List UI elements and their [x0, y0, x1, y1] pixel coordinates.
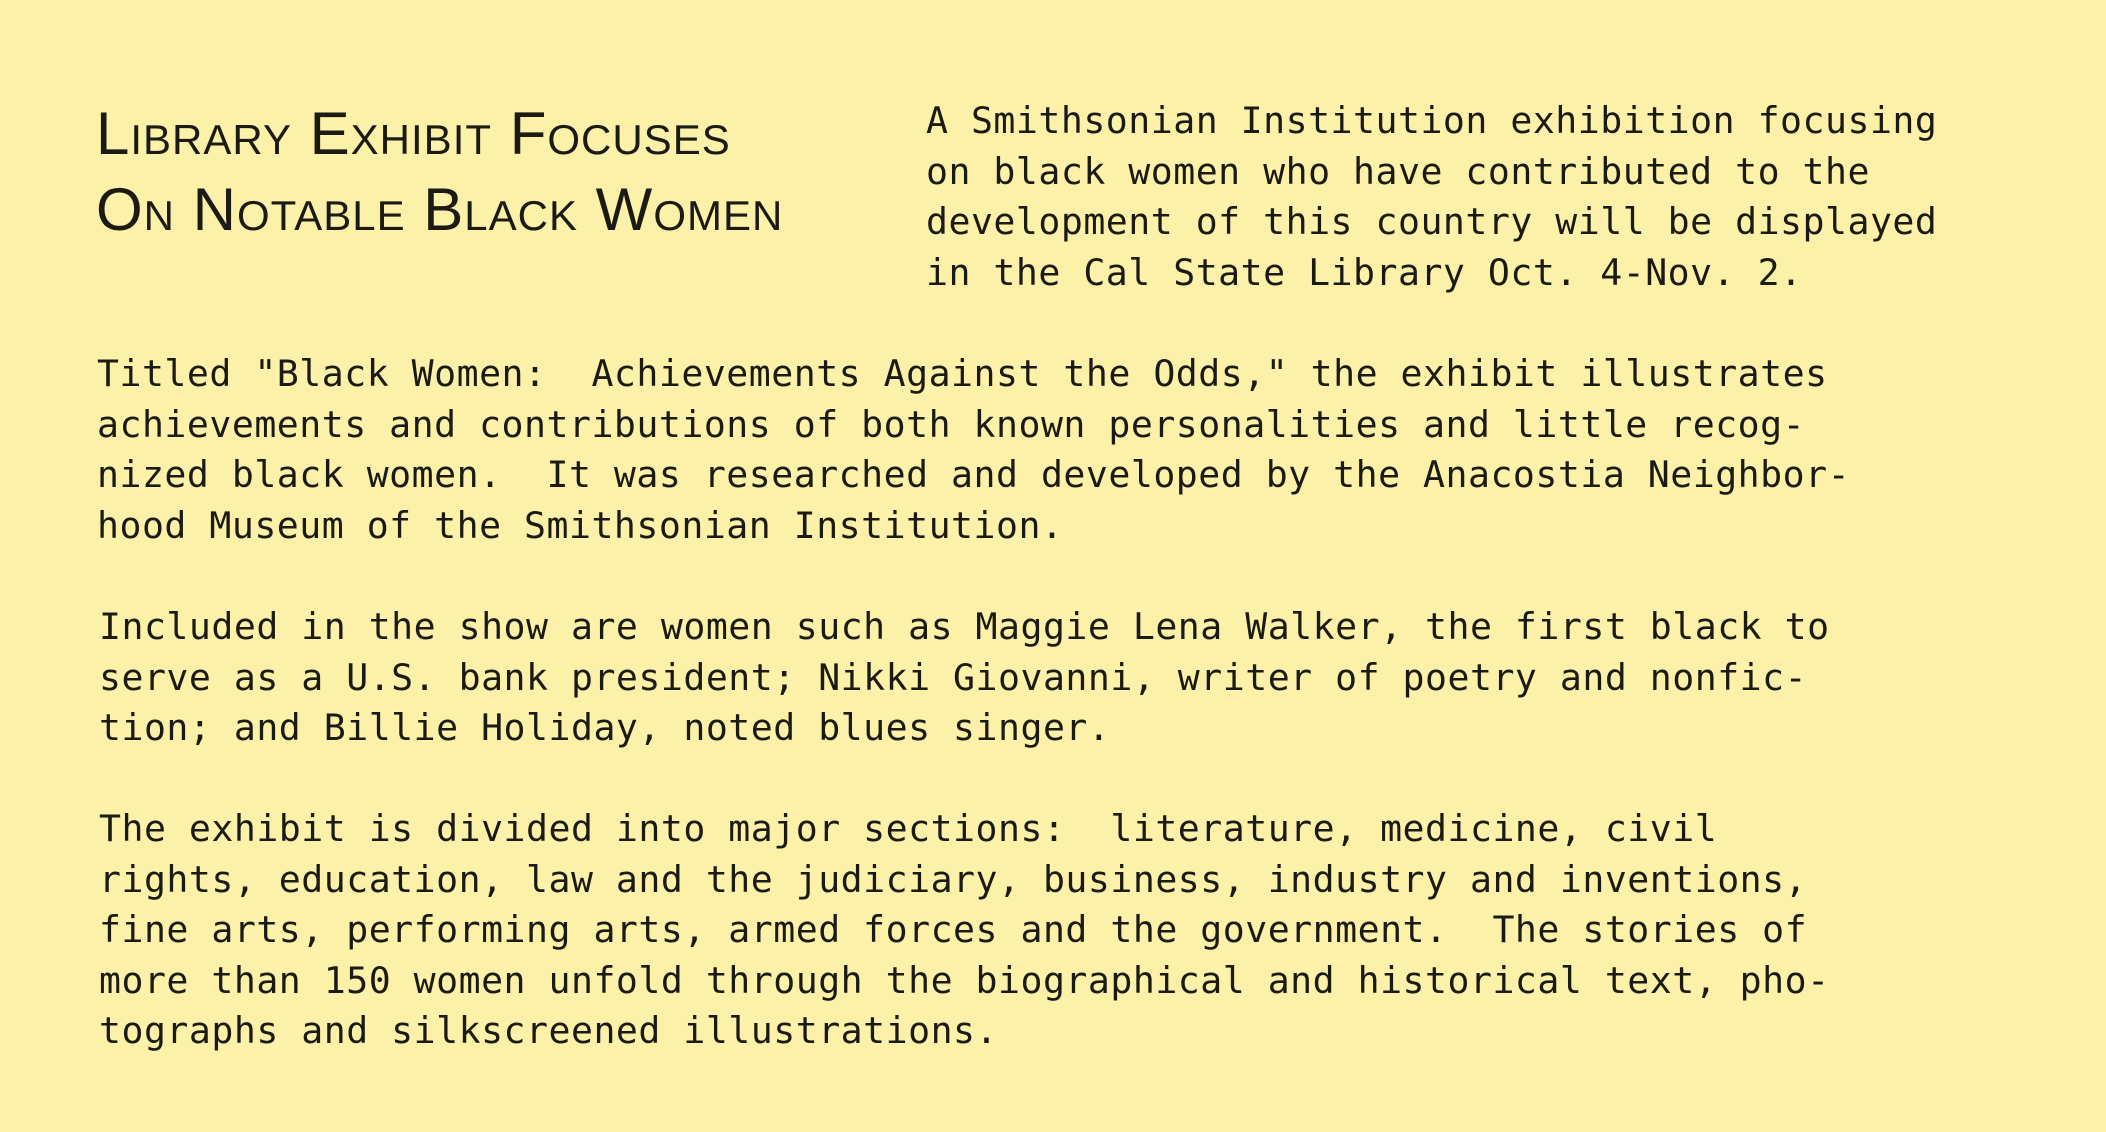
text-line: Included in the show are women such as Maggie Lena Walker, the first black to — [99, 605, 1830, 648]
exhibit-sections-paragraph — [99, 804, 1830, 1057]
exhibit-title-paragraph — [97, 349, 1850, 551]
text-line: achievements and contributions of both known personalities and little recog- — [97, 402, 1806, 446]
headline-line: On Notable Black Women — [96, 176, 784, 243]
text-line: A Smithsonian Institution exhibition focusing — [926, 99, 1938, 142]
text-line: tographs and silkscreened illustrations. — [99, 1009, 998, 1052]
text-line: serve as a U.S. bank president; Nikki Giovanni, writer of poetry and nonfic- — [99, 655, 1808, 699]
text-line: hood Museum of the Smithsonian Institution. — [97, 503, 1064, 547]
text-line: rights, education, law and the judiciary, business, industry and inventions, — [99, 857, 1808, 901]
text-line: nized black women. It was researched and developed by the Anacostia Neighbor- — [97, 453, 1851, 496]
text-line: more than 150 women unfold through the biographical and historical text, pho- — [99, 958, 1830, 1002]
intro-paragraph — [926, 96, 1937, 298]
article-headline — [96, 96, 856, 248]
text-line: in the Cal State Library Oct. 4-Nov. 2. — [926, 250, 1803, 294]
text-line: The exhibit is divided into major sections: literature, medicine, civil — [99, 807, 1718, 850]
text-line: tion; and Billie Holiday, noted blues singer. — [99, 706, 1111, 749]
text-line: Titled "Black Women: Achievements Against the Odds," the exhibit illustrates — [97, 352, 1828, 395]
text-line: on black women who have contributed to the — [926, 149, 1870, 193]
headline-line: Library Exhibit Focuses — [96, 100, 731, 167]
text-line: fine arts, performing arts, armed forces and the government. The stories of — [99, 908, 1808, 951]
included-women-paragraph — [99, 602, 1830, 754]
text-line: development of this country will be displayed — [926, 200, 1938, 243]
